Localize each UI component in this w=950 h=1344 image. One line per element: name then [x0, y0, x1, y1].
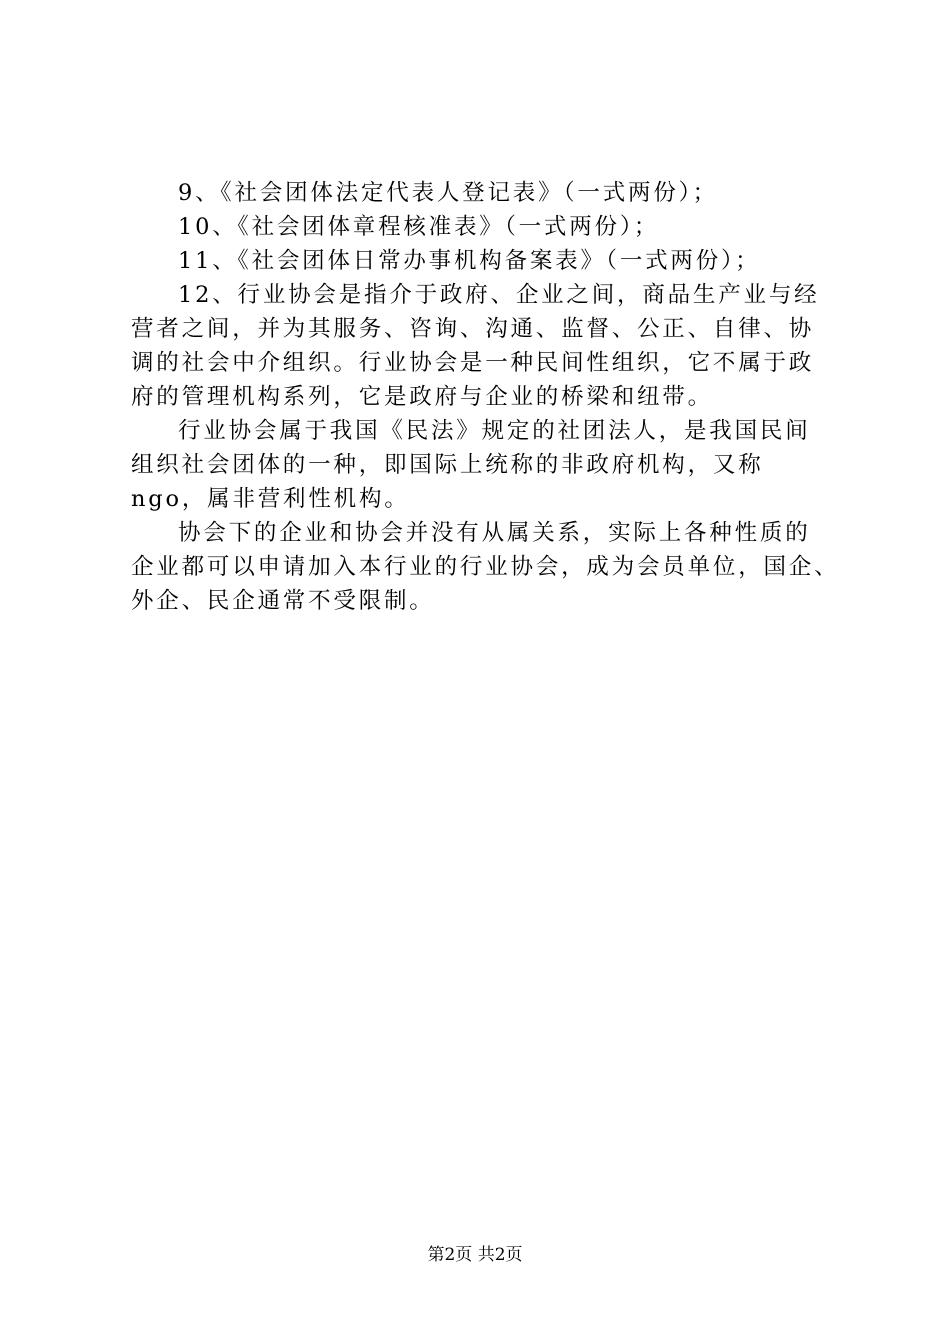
paragraph-membership-line-2: 企业都可以申请加入本行业的行业协会，成为会员单位，国企、	[131, 554, 840, 580]
list-item-10: 10、《社会团体章程核准表》（一式两份）；	[178, 214, 660, 240]
paragraph-membership-line-3: 外企、民企通常不受限制。	[131, 588, 435, 614]
list-item-11: 11、《社会团体日常办事机构备案表》（一式两份）；	[178, 248, 761, 274]
paragraph-12-line-4: 府的管理机构系列，它是政府与企业的桥梁和纽带。	[131, 384, 713, 410]
paragraph-12-line-3: 调的社会中介组织。行业协会是一种民间性组织，它不属于政	[131, 350, 815, 376]
paragraph-legal-status-line-2: 组织社会团体的一种，即国际上统称的非政府机构，又称	[131, 452, 764, 478]
paragraph-legal-status-line-3: ngo，属非营利性机构。	[131, 486, 410, 512]
document-body	[131, 176, 841, 618]
list-item-9: 9、《社会团体法定代表人登记表》（一式两份）；	[178, 180, 718, 206]
paragraph-legal-status-line-1: 行业协会属于我国《民法》规定的社团法人，是我国民间	[178, 418, 811, 444]
paragraph-12-line-2: 营者之间，并为其服务、咨询、沟通、监督、公正、自律、协	[131, 316, 815, 342]
page-number-footer: 第2页 共2页	[427, 1245, 523, 1265]
paragraph-membership-line-1: 协会下的企业和协会并没有从属关系，实际上各种性质的	[178, 520, 811, 546]
paragraph-12-line-1: 12、行业协会是指介于政府、企业之间，商品生产业与经	[178, 282, 820, 308]
